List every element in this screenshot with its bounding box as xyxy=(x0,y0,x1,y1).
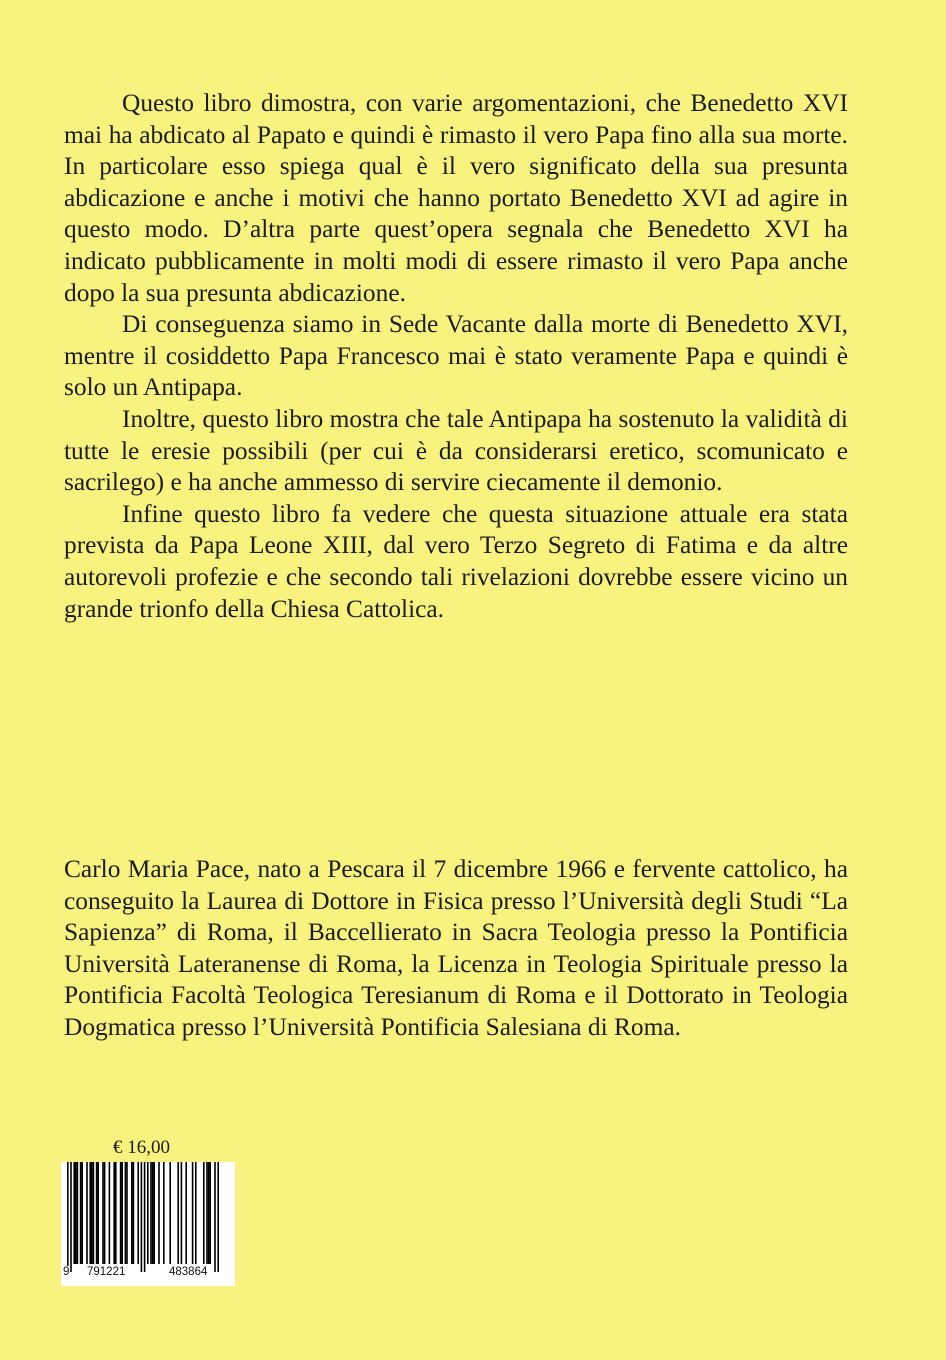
isbn-barcode xyxy=(61,1162,235,1286)
book-description xyxy=(64,88,848,625)
barcode-bar xyxy=(217,1162,219,1272)
barcode-bar xyxy=(81,1162,83,1264)
barcode-bar xyxy=(158,1162,160,1264)
barcode-digits-left: 791221 xyxy=(87,1266,126,1278)
barcode-bar xyxy=(97,1162,99,1264)
barcode-bar xyxy=(185,1162,187,1264)
barcode-bar xyxy=(133,1162,135,1264)
description-paragraph-4: Infine questo libro fa vedere che questa situazione attuale era stata prevista da Papa Leone XIII, dal vero Terzo Segreto di Fatima e da altre autorevoli profezie e che secondo tali rivelazioni dovrebbe essere vicino un grande trionfo della Chiesa Cattolica. xyxy=(64,499,848,623)
barcode-bar xyxy=(137,1162,139,1264)
author-biography xyxy=(64,854,848,1044)
barcode-bar xyxy=(91,1162,93,1264)
barcode-bar xyxy=(109,1162,111,1264)
barcode-bars xyxy=(67,1162,229,1272)
barcode-bar xyxy=(141,1162,143,1272)
barcode-bar xyxy=(104,1162,106,1264)
barcode-bar xyxy=(93,1162,95,1264)
barcode-bar xyxy=(86,1162,88,1264)
barcode-bar xyxy=(113,1162,115,1264)
barcode-bar xyxy=(80,1162,82,1264)
barcode-bar xyxy=(96,1162,98,1264)
author-bio-text: Carlo Maria Pace, nato a Pescara il 7 dicembre 1966 e fervente cattolico, ha conseguito la Laurea di Dottore in Fisica presso l’Università degli Studi “La Sapienza” di Roma, il Baccellierato in Sacra Teologia presso la Pontificia Università Lateranense di Roma, la Licenza in Teologia Spirituale presso la Pontificia Facoltà Teologica Teresianum di Roma e il Dottorato in Teologia Dogmatica presso l’Università Pontificia Salesiana di Roma. xyxy=(64,855,848,1041)
barcode-digits xyxy=(61,1266,235,1282)
barcode-bar xyxy=(77,1162,79,1264)
barcode-bar xyxy=(147,1162,149,1264)
barcode-bar xyxy=(120,1162,122,1264)
barcode-bar xyxy=(115,1162,117,1264)
description-paragraph-3: Inoltre, questo libro mostra che tale Antipapa ha sostenuto la validità di tutte le eresie possibili (per cui è da considerarsi eretico, scomunicato e sacrilego) e ha anche ammesso di servire ciecamente il demonio. xyxy=(64,404,848,497)
barcode-bar xyxy=(181,1162,183,1264)
barcode-bar xyxy=(102,1162,104,1264)
barcode-bar xyxy=(206,1162,208,1264)
description-paragraph-1: Questo libro dimostra, con varie argomentazioni, che Benedetto XVI mai ha abdicato al Papato e quindi è rimasto il vero Papa fino alla sua morte. In particolare esso spiega qual è il vero significato della sua presunta abdicazione e anche i motivi che hanno portato Benedetto XVI ad agire in questo modo. D’altra parte quest’opera segnala che Benedetto XVI ha indicato pubblicamente in molti modi di essere rimasto il vero Papa anche dopo la sua presunta abdicazione. xyxy=(64,89,848,307)
barcode-bar xyxy=(214,1162,216,1272)
barcode-bar xyxy=(125,1162,127,1264)
description-paragraph-2: Di conseguenza siamo in Sede Vacante dalla morte di Benedetto XVI, mentre il cosiddetto Papa Francesco mai è stato veramente Papa e quindi è solo un Antipapa. xyxy=(64,310,848,402)
barcode-bar xyxy=(70,1162,72,1272)
barcode-bar xyxy=(209,1162,211,1264)
barcode-bar xyxy=(73,1162,75,1264)
barcode-bar xyxy=(177,1162,179,1264)
barcode-bar xyxy=(144,1162,146,1272)
barcode-bar xyxy=(150,1162,152,1264)
barcode-bar xyxy=(195,1162,197,1264)
barcode-bar xyxy=(208,1162,210,1264)
barcode-bar xyxy=(203,1162,205,1264)
barcode-bar xyxy=(126,1162,128,1264)
barcode-bar xyxy=(169,1162,171,1264)
price-label: € 16,00 xyxy=(113,1137,170,1158)
barcode-bar xyxy=(153,1162,155,1264)
barcode-bar xyxy=(163,1162,165,1264)
barcode-bar xyxy=(89,1162,91,1264)
barcode-bar xyxy=(192,1162,194,1264)
barcode-bar xyxy=(152,1162,154,1264)
barcode-digit-first: 9 xyxy=(63,1266,70,1278)
barcode-digits-right: 483864 xyxy=(169,1266,208,1278)
barcode-bar xyxy=(121,1162,123,1264)
barcode-bar xyxy=(67,1162,69,1272)
barcode-bar xyxy=(131,1162,133,1264)
barcode-bar xyxy=(75,1162,77,1264)
